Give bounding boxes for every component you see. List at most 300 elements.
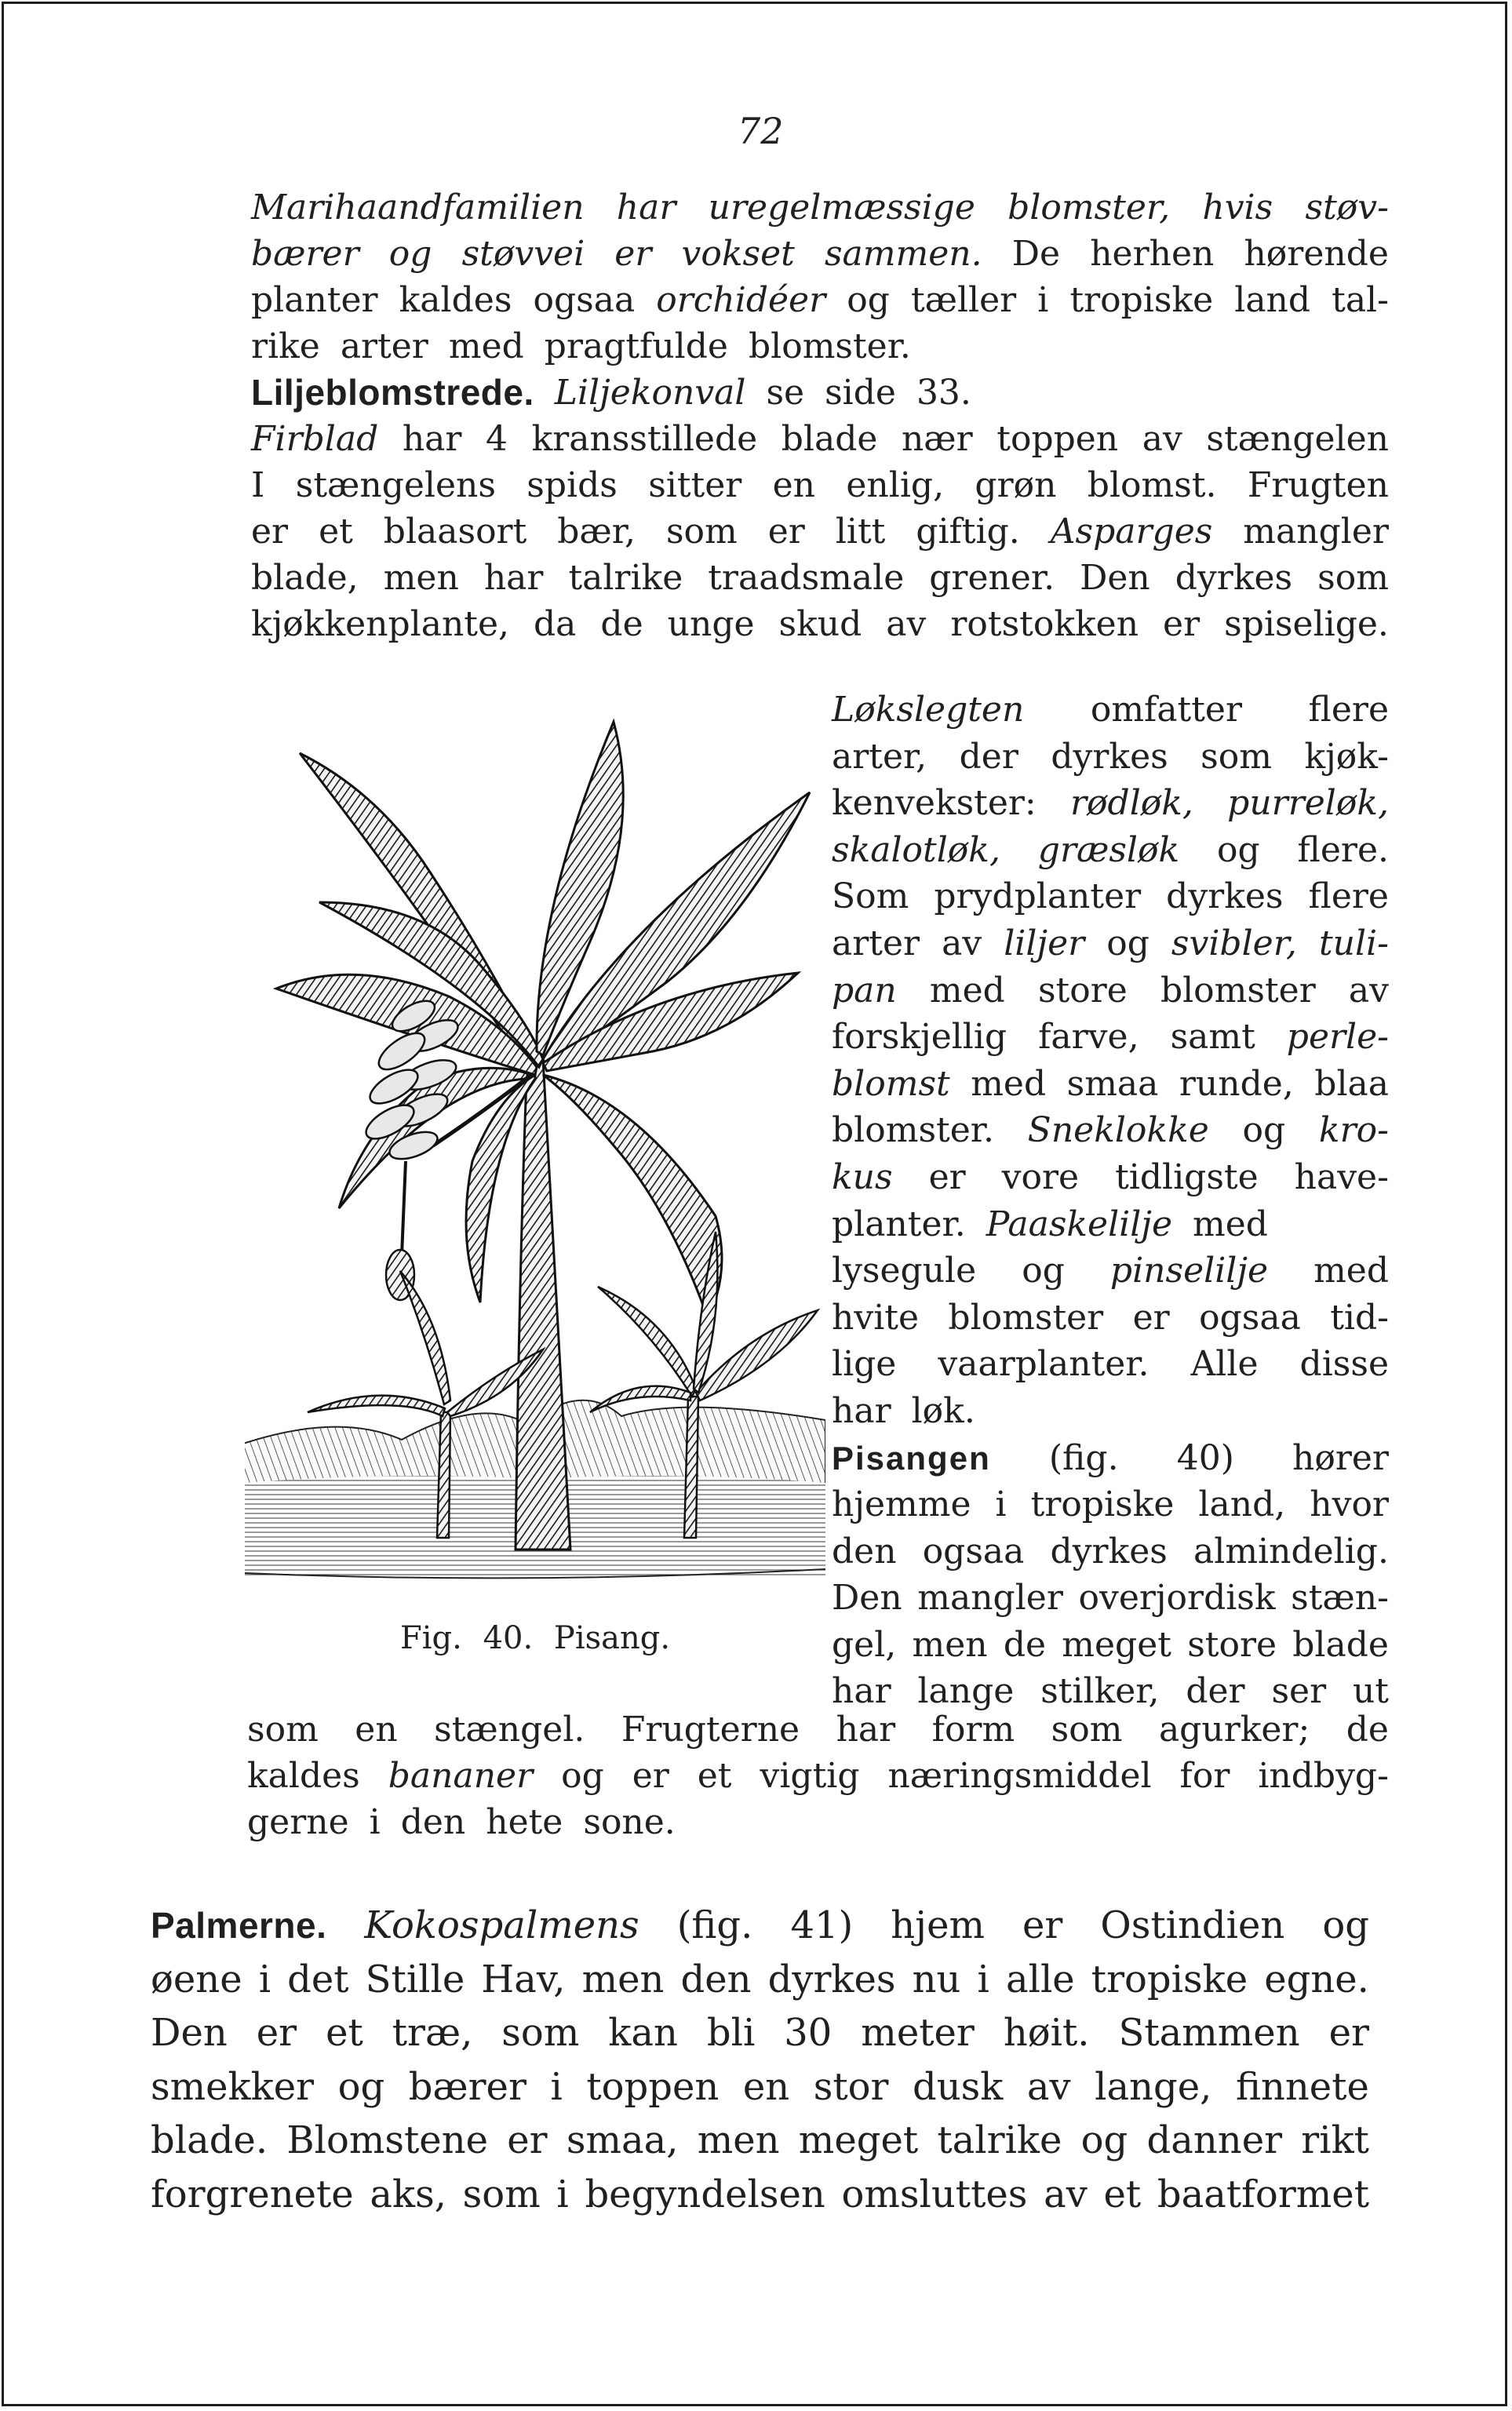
word: unge <box>667 604 755 644</box>
text-line <box>832 1014 1389 1061</box>
word: og <box>1242 1110 1286 1151</box>
word: bærer <box>408 2064 526 2109</box>
word: Den <box>151 2011 228 2055</box>
word: egne. <box>1264 1957 1369 2001</box>
word: stæn- <box>1291 1578 1389 1619</box>
word: der <box>1186 1671 1245 1712</box>
word: omsluttes <box>841 2172 1028 2216</box>
text-line <box>832 1247 1389 1295</box>
word: 41) <box>790 1903 854 1947</box>
word: perle- <box>1286 1017 1389 1058</box>
word: ogsaa <box>922 1531 1025 1572</box>
word: et <box>326 2011 363 2055</box>
word: et <box>1103 2172 1142 2216</box>
word: hører <box>1292 1437 1389 1478</box>
word: skud <box>778 604 862 644</box>
word: som <box>665 512 738 552</box>
text-line <box>251 184 1389 231</box>
text-line <box>247 1753 1389 1799</box>
text-line <box>832 827 1389 874</box>
word: omfatter <box>1090 690 1242 730</box>
word: og <box>337 2064 385 2109</box>
word: bli <box>706 2011 756 2055</box>
word: blade <box>781 419 878 459</box>
word: er <box>928 1156 966 1197</box>
word: Paaskelilje <box>986 1204 1172 1244</box>
paragraph-palmerne <box>151 1899 1369 2221</box>
text-line <box>832 873 1389 920</box>
text-line <box>251 462 1389 508</box>
word: Liljeblomstrede. <box>251 372 534 413</box>
word: smaa <box>1066 1063 1159 1104</box>
word: i <box>258 1957 271 2001</box>
word: tal- <box>1332 280 1389 320</box>
word: vaarplanter. <box>938 1344 1149 1385</box>
word: kjøk- <box>1304 736 1389 777</box>
word: pragtfulde <box>544 326 728 366</box>
word: dyrkes <box>1175 558 1293 598</box>
word: dyrkes <box>767 1957 896 2001</box>
word: blomster. <box>832 1110 994 1151</box>
word: som <box>462 2172 541 2216</box>
word: flere. <box>1297 829 1389 870</box>
word: blaasort <box>383 512 527 552</box>
word: hjem <box>891 1903 985 1947</box>
word: De <box>1011 234 1061 274</box>
text-line <box>832 1481 1389 1528</box>
word: meget <box>798 2118 919 2162</box>
text-line <box>251 416 1389 462</box>
word: pan <box>832 970 897 1011</box>
word: har <box>616 188 676 228</box>
word: samt <box>1170 1017 1255 1058</box>
word: kus <box>832 1156 893 1197</box>
word: Stille <box>365 1957 465 2001</box>
word: i <box>556 2172 569 2216</box>
word: have- <box>1294 1156 1389 1197</box>
word: hvor <box>1310 1484 1389 1525</box>
word: baatformet <box>1157 2172 1369 2216</box>
text-line <box>247 1706 1389 1753</box>
word: overjordisk <box>1078 1578 1276 1619</box>
word: land, <box>1198 1484 1286 1525</box>
word: er <box>507 2118 548 2162</box>
word: stængelens <box>295 465 496 505</box>
word: herhen <box>1090 234 1215 274</box>
word: tropiske <box>1091 1957 1248 2001</box>
word: som <box>1200 736 1272 777</box>
word: dyrkes <box>1166 876 1284 917</box>
text-line <box>832 1622 1389 1669</box>
text-line <box>832 1154 1389 1201</box>
word: smaa, <box>566 2118 679 2162</box>
word: av <box>1044 2172 1088 2216</box>
text-line <box>151 1899 1369 1953</box>
text-line <box>832 1295 1389 1342</box>
text-line <box>247 1799 1389 1845</box>
word: Frugten <box>1247 465 1389 505</box>
text-line <box>151 2060 1369 2114</box>
word: er <box>632 1756 669 1796</box>
word: har <box>832 1390 891 1431</box>
word: hørende <box>1244 234 1389 274</box>
word: høit. <box>1003 2011 1090 2055</box>
word: kan <box>608 2011 678 2055</box>
text-line <box>832 734 1389 781</box>
word: er <box>251 512 289 552</box>
word: lange, <box>1095 2064 1212 2109</box>
word: hvite <box>832 1297 919 1338</box>
word: kaldes <box>247 1756 360 1796</box>
word: av <box>942 923 982 963</box>
word: har <box>402 419 462 459</box>
word: tidligste <box>1115 1156 1259 1197</box>
word: ogsaa <box>533 280 636 320</box>
word: se <box>766 373 805 413</box>
word: sammen. <box>824 234 982 274</box>
word: blomster <box>1160 970 1316 1011</box>
word: de <box>1003 1624 1047 1665</box>
text-line <box>832 1107 1389 1154</box>
paragraph-loekslegten-pisangen <box>832 687 1389 1715</box>
word: men <box>697 2118 780 2162</box>
word: Asparges <box>1050 512 1213 552</box>
word: men <box>912 1624 988 1665</box>
word: spids <box>526 465 618 505</box>
word: Ostindien <box>1100 1903 1285 1947</box>
word: den <box>832 1531 897 1572</box>
word: skalotløk, <box>832 829 1000 870</box>
word: og <box>1322 1903 1369 1947</box>
word: blade <box>1292 1624 1389 1665</box>
word: alle <box>1005 1957 1075 2001</box>
word: dyrkes <box>1051 736 1168 777</box>
word: øene <box>151 1957 242 2001</box>
word: de <box>1346 1710 1389 1750</box>
text-line <box>151 2006 1369 2060</box>
word: stilker, <box>1040 1671 1160 1712</box>
word: store <box>1187 1624 1277 1665</box>
word: arter <box>832 923 920 963</box>
word: side <box>825 373 896 413</box>
word: men <box>581 1957 665 2001</box>
word: træ, <box>392 2011 473 2055</box>
word: som <box>1051 1710 1123 1750</box>
page-number: 72 <box>738 110 784 152</box>
word: lange <box>917 1671 1015 1712</box>
word: Pisangen <box>832 1439 991 1477</box>
word: uregelmæssige <box>708 188 975 228</box>
word: er <box>1132 1297 1170 1338</box>
text-line <box>832 1575 1389 1622</box>
word: kro- <box>1318 1110 1389 1151</box>
text-line <box>251 555 1389 601</box>
word: og <box>1217 829 1260 870</box>
word: gerne <box>247 1802 349 1842</box>
word: blaa <box>1314 1063 1389 1104</box>
word: stængel. <box>434 1710 585 1750</box>
word: støv- <box>1305 188 1389 228</box>
word: sitter <box>648 465 742 505</box>
word: har <box>836 1710 896 1750</box>
word: blomster, <box>1007 188 1171 228</box>
word: talrike <box>568 558 683 598</box>
word: vokset <box>681 234 795 274</box>
word: nær <box>901 419 973 459</box>
figure-pisang-illustration <box>245 706 825 1601</box>
word: Alle <box>1190 1344 1259 1385</box>
word: i <box>1037 280 1049 320</box>
word: traadsmale <box>708 558 905 598</box>
word: for <box>1179 1756 1230 1796</box>
word: som <box>501 2011 580 2055</box>
word: den <box>680 1957 752 2001</box>
word: almindelig. <box>1193 1531 1389 1572</box>
word: tropiske <box>1069 280 1214 320</box>
word: i <box>977 1957 989 2001</box>
word: I <box>251 465 265 505</box>
word: Frugterne <box>621 1710 800 1750</box>
text-line <box>251 601 1389 647</box>
text-line <box>832 1528 1389 1575</box>
word: prydplanter <box>934 876 1142 917</box>
word: vigtig <box>760 1756 860 1796</box>
word: av <box>886 604 927 644</box>
word: av <box>1026 2064 1071 2109</box>
word: av <box>1142 419 1182 459</box>
word: Løkslegten <box>832 690 1025 730</box>
text-line <box>251 508 1389 555</box>
word: stor <box>813 2064 889 2109</box>
word: meget <box>1062 1624 1171 1665</box>
word: med <box>448 326 524 366</box>
text-line <box>832 1061 1389 1108</box>
word: en <box>742 2064 790 2109</box>
word: der <box>959 736 1018 777</box>
word: orchidéer <box>656 280 826 320</box>
text-line <box>151 2114 1369 2168</box>
word: stængelen <box>1206 419 1389 459</box>
word: spiselige. <box>1224 604 1389 644</box>
word: og <box>561 1756 604 1796</box>
word: Blomstene <box>286 2118 489 2162</box>
text-line <box>832 967 1389 1014</box>
word: liljer <box>1004 923 1085 963</box>
text-line <box>251 323 1389 370</box>
word: næringsmiddel <box>887 1756 1152 1796</box>
text-line <box>151 2168 1369 2222</box>
word: Firblad <box>251 419 379 459</box>
word: kjøkkenplante, <box>251 604 510 644</box>
word: er <box>1022 1903 1063 1947</box>
text-line <box>832 1341 1389 1388</box>
word: toppen <box>996 419 1119 459</box>
word: er <box>1163 604 1200 644</box>
word: svibler, <box>1171 923 1297 963</box>
word: tropiske <box>1030 1484 1175 1525</box>
word: blomst <box>832 1063 950 1104</box>
word: som <box>1317 558 1389 598</box>
word: Den <box>1080 558 1150 598</box>
word: kaldes <box>399 280 512 320</box>
word: græsløk <box>1037 829 1180 870</box>
word: 4 <box>486 419 508 459</box>
word: disse <box>1299 1344 1389 1385</box>
word: den <box>400 1802 466 1842</box>
word: Palmerne. <box>151 1905 327 1946</box>
word: finnete <box>1235 2064 1369 2109</box>
word: er <box>767 512 805 552</box>
word: meter <box>861 2011 975 2055</box>
word: arter <box>340 326 428 366</box>
word: Som <box>832 876 909 917</box>
word: agurker; <box>1158 1710 1310 1750</box>
word: tuli- <box>1318 923 1389 963</box>
word: talrike <box>937 2118 1062 2162</box>
word: arter, <box>832 736 927 777</box>
word: ut <box>1352 1671 1389 1712</box>
word: grener. <box>929 558 1055 598</box>
word: mangler <box>917 1578 1063 1619</box>
text-line <box>151 1953 1369 2007</box>
word: bær, <box>557 512 636 552</box>
word: en <box>355 1710 398 1750</box>
word: farve, <box>1038 1017 1139 1058</box>
word: ser <box>1271 1671 1327 1712</box>
text-line <box>832 1201 1389 1248</box>
word: tæller <box>910 280 1017 320</box>
word: med <box>1193 1204 1268 1244</box>
word: kenvekster: <box>832 783 1037 824</box>
word: toppen <box>586 2064 720 2109</box>
word: en <box>772 465 816 505</box>
word: Marihaandfamilien <box>251 188 585 228</box>
word: av <box>1348 970 1389 1011</box>
word: har <box>483 558 544 598</box>
text-line <box>251 370 1389 416</box>
word: rike <box>251 326 320 366</box>
text-line <box>832 780 1389 827</box>
word: i <box>550 2064 563 2109</box>
word: nu <box>912 1957 961 2001</box>
word: grøn <box>975 465 1057 505</box>
word: rikt <box>1301 2118 1369 2162</box>
word: form <box>931 1710 1015 1750</box>
word: og <box>388 234 432 274</box>
word: støvvei <box>461 234 585 274</box>
word: store <box>1037 970 1128 1011</box>
word: litt <box>835 512 886 552</box>
word: blomster <box>948 1297 1104 1338</box>
word: rotstokken <box>950 604 1139 644</box>
word: hete <box>486 1802 563 1842</box>
word: og <box>1080 2118 1128 2162</box>
word: runde, <box>1179 1063 1294 1104</box>
paragraph-pisangen-continued <box>247 1706 1389 1845</box>
word: hjemme <box>832 1484 971 1525</box>
word: Hav, <box>481 1957 566 2001</box>
word: planter. <box>832 1204 966 1244</box>
word: planter <box>251 280 378 320</box>
word: Stammen <box>1118 2011 1300 2055</box>
word: bærer <box>251 234 359 274</box>
word: det <box>287 1957 349 2001</box>
word: da <box>534 604 577 644</box>
word: bananer <box>388 1756 534 1796</box>
word: lysegule <box>832 1251 977 1291</box>
word: Sneklokke <box>1027 1110 1209 1151</box>
word: blade. <box>151 2118 268 2162</box>
word: med <box>929 970 1005 1011</box>
word: i <box>369 1802 381 1842</box>
word: de <box>600 604 643 644</box>
word: tid- <box>1330 1297 1389 1338</box>
word: pinselilje <box>1109 1251 1269 1291</box>
paragraph-marihaand-liljeblomstrede <box>251 184 1389 647</box>
word: flere <box>1308 690 1389 730</box>
word: er <box>256 2011 297 2055</box>
word: begyndelsen <box>585 2172 825 2216</box>
word: enlig, <box>846 465 945 505</box>
word: flere <box>1308 876 1389 917</box>
word: er <box>614 234 652 274</box>
word: blomst. <box>1087 465 1217 505</box>
figure-caption: Fig. 40. Pisang. <box>400 1620 671 1656</box>
word: rødløk, <box>1070 783 1193 824</box>
word: mangler <box>1243 512 1389 552</box>
word: i <box>995 1484 1007 1525</box>
text-line <box>832 687 1389 734</box>
word: blomster. <box>748 326 911 366</box>
word: sone. <box>583 1802 676 1842</box>
text-line <box>832 1388 1389 1435</box>
word: dyrkes <box>1050 1531 1168 1572</box>
word: danner <box>1146 2118 1283 2162</box>
word: og <box>1106 923 1149 963</box>
text-line <box>251 277 1389 323</box>
word: forskjellig <box>832 1017 1007 1058</box>
word: 40) <box>1176 1437 1234 1478</box>
word: purreløk, <box>1227 783 1389 824</box>
word: et <box>697 1756 732 1796</box>
word: har <box>832 1671 891 1712</box>
word: dusk <box>912 2064 1004 2109</box>
word: 30 <box>784 2011 833 2055</box>
word: giftig. <box>916 512 1020 552</box>
word: indbyg- <box>1258 1756 1389 1796</box>
word: (fig. <box>1048 1437 1119 1478</box>
word: er <box>1328 2011 1369 2055</box>
word: løk. <box>911 1390 975 1431</box>
word: med <box>1313 1251 1389 1291</box>
word: Liljekonval <box>554 373 746 413</box>
word: Den <box>832 1578 902 1619</box>
word: med <box>971 1063 1047 1104</box>
word: et <box>319 512 353 552</box>
word: vore <box>1001 1156 1080 1197</box>
word: gel, <box>832 1624 897 1665</box>
word: blade, <box>251 558 359 598</box>
word: 33. <box>916 373 971 413</box>
text-line <box>832 1435 1389 1482</box>
word: smekker <box>151 2064 315 2109</box>
word: men <box>383 558 459 598</box>
word: hvis <box>1202 188 1273 228</box>
word: ogsaa <box>1199 1297 1301 1338</box>
word: kransstillede <box>531 419 758 459</box>
word: aks, <box>370 2172 446 2216</box>
word: som <box>247 1710 319 1750</box>
